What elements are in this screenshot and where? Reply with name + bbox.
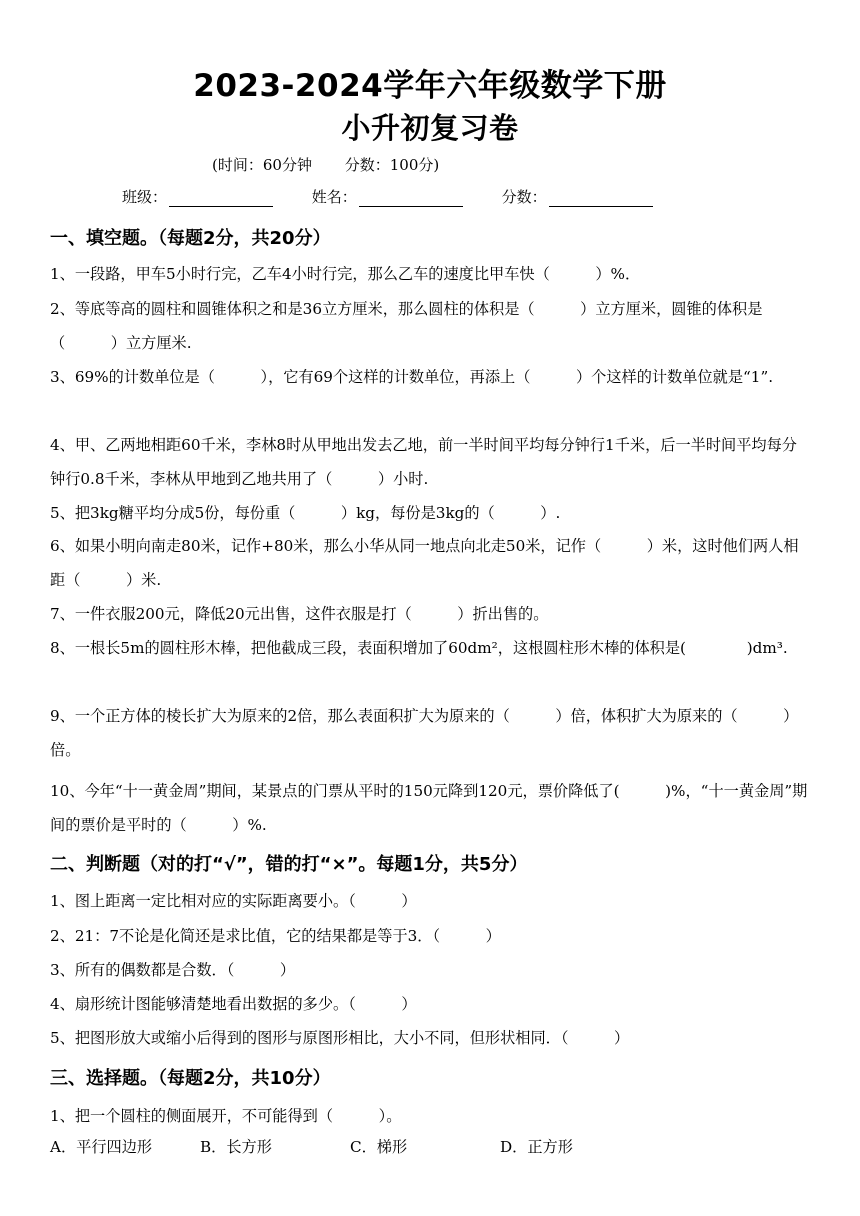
total-score: 分数：100分) [344, 156, 440, 174]
score-field[interactable] [549, 192, 653, 207]
class-field[interactable] [169, 192, 273, 207]
exam-subtitle: 小升初复习卷 [341, 111, 519, 145]
question-item: 8、一根长5m的圆柱形木棒，把他截成三段，表面积增加了60dm²，这根圆柱形木棒的体积是( )dm³. [50, 639, 788, 657]
question-item: 1、一段路，甲车5小时行完，乙车4小时行完，那么乙车的速度比甲车快（ ）%． [50, 265, 641, 283]
question-item: 2、21：7不论是化简还是求比值，它的结果都是等于3．（ ） [50, 927, 501, 945]
class-label: 班级： [122, 188, 168, 206]
option-a[interactable]: A．平行四边形 [50, 1138, 153, 1156]
question-item: 10、今年“十一黄金周”期间，某景点的门票从平时的150元降到120元，票价降低了( )%，“十一黄金周”期间的票价是平时的（ ）%. [50, 782, 808, 834]
question-item: 3、69%的计数单位是（ ），它有69个这样的计数单位，再添上（ ）个这样的计数单位就是“1”. [50, 368, 774, 386]
question-item: 9、一个正方体的棱长扩大为原来的2倍，那么表面积扩大为原来的（ ）倍，体积扩大为原来的（ ）倍。 [50, 707, 799, 759]
section-title: 二、判断题（对的打“√”，错的打“×”。每题1分，共5分） [50, 854, 528, 875]
question-item: 5、把图形放大或缩小后得到的图形与原图形相比，大小不同，但形状相同．（ ） [50, 1029, 630, 1047]
name-label: 姓名： [311, 188, 357, 206]
question-item: 6、如果小明向南走80米，记作+80米，那么小华从同一地点向北走50米，记作（ ）米，这时他们两人相距（ ）米. [50, 537, 799, 589]
time-limit: (时间：60分钟 [212, 156, 312, 174]
question-item: 2、等底等高的圆柱和圆锥体积之和是36立方厘米，那么圆柱的体积是（ ）立方厘米，圆锥的体积是（ ）立方厘米. [50, 300, 763, 352]
score-label: 分数： [501, 188, 547, 206]
question-item: 4、甲、乙两地相距60千米，李林8时从甲地出发去乙地，前一半时间平均每分钟行1千米，后一半时间平均每分钟行0.8千米，李林从甲地到乙地共用了（ ）小时. [50, 436, 797, 488]
option-d[interactable]: D．正方形 [500, 1138, 573, 1156]
section-title: 一、填空题。（每题2分，共20分） [50, 228, 331, 249]
section-title: 三、选择题。（每题2分，共10分） [50, 1068, 331, 1089]
exam-title: 2023-2024学年六年级数学下册 [193, 68, 667, 104]
exam-meta [212, 154, 467, 175]
option-b[interactable]: B．长方形 [200, 1138, 272, 1156]
question-item: 5、把3kg糖平均分成5份，每份重（ ）kg，每份是3kg的（ ）. [50, 504, 561, 522]
option-c[interactable]: C．梯形 [350, 1138, 408, 1156]
choice-options [50, 1136, 573, 1157]
name-field[interactable] [359, 192, 463, 207]
question-item: 1、图上距离一定比相对应的实际距离要小。（ ） [50, 892, 417, 910]
student-info [122, 186, 687, 207]
question-item: 4、扇形统计图能够清楚地看出数据的多少。（ ） [50, 995, 417, 1013]
question-item: 3、所有的偶数都是合数．（ ） [50, 961, 296, 979]
question-item: 1、把一个圆柱的侧面展开，不可能得到（ ）。 [50, 1107, 402, 1125]
question-item: 7、一件衣服200元，降低20元出售，这件衣服是打（ ）折出售的。 [50, 605, 549, 623]
